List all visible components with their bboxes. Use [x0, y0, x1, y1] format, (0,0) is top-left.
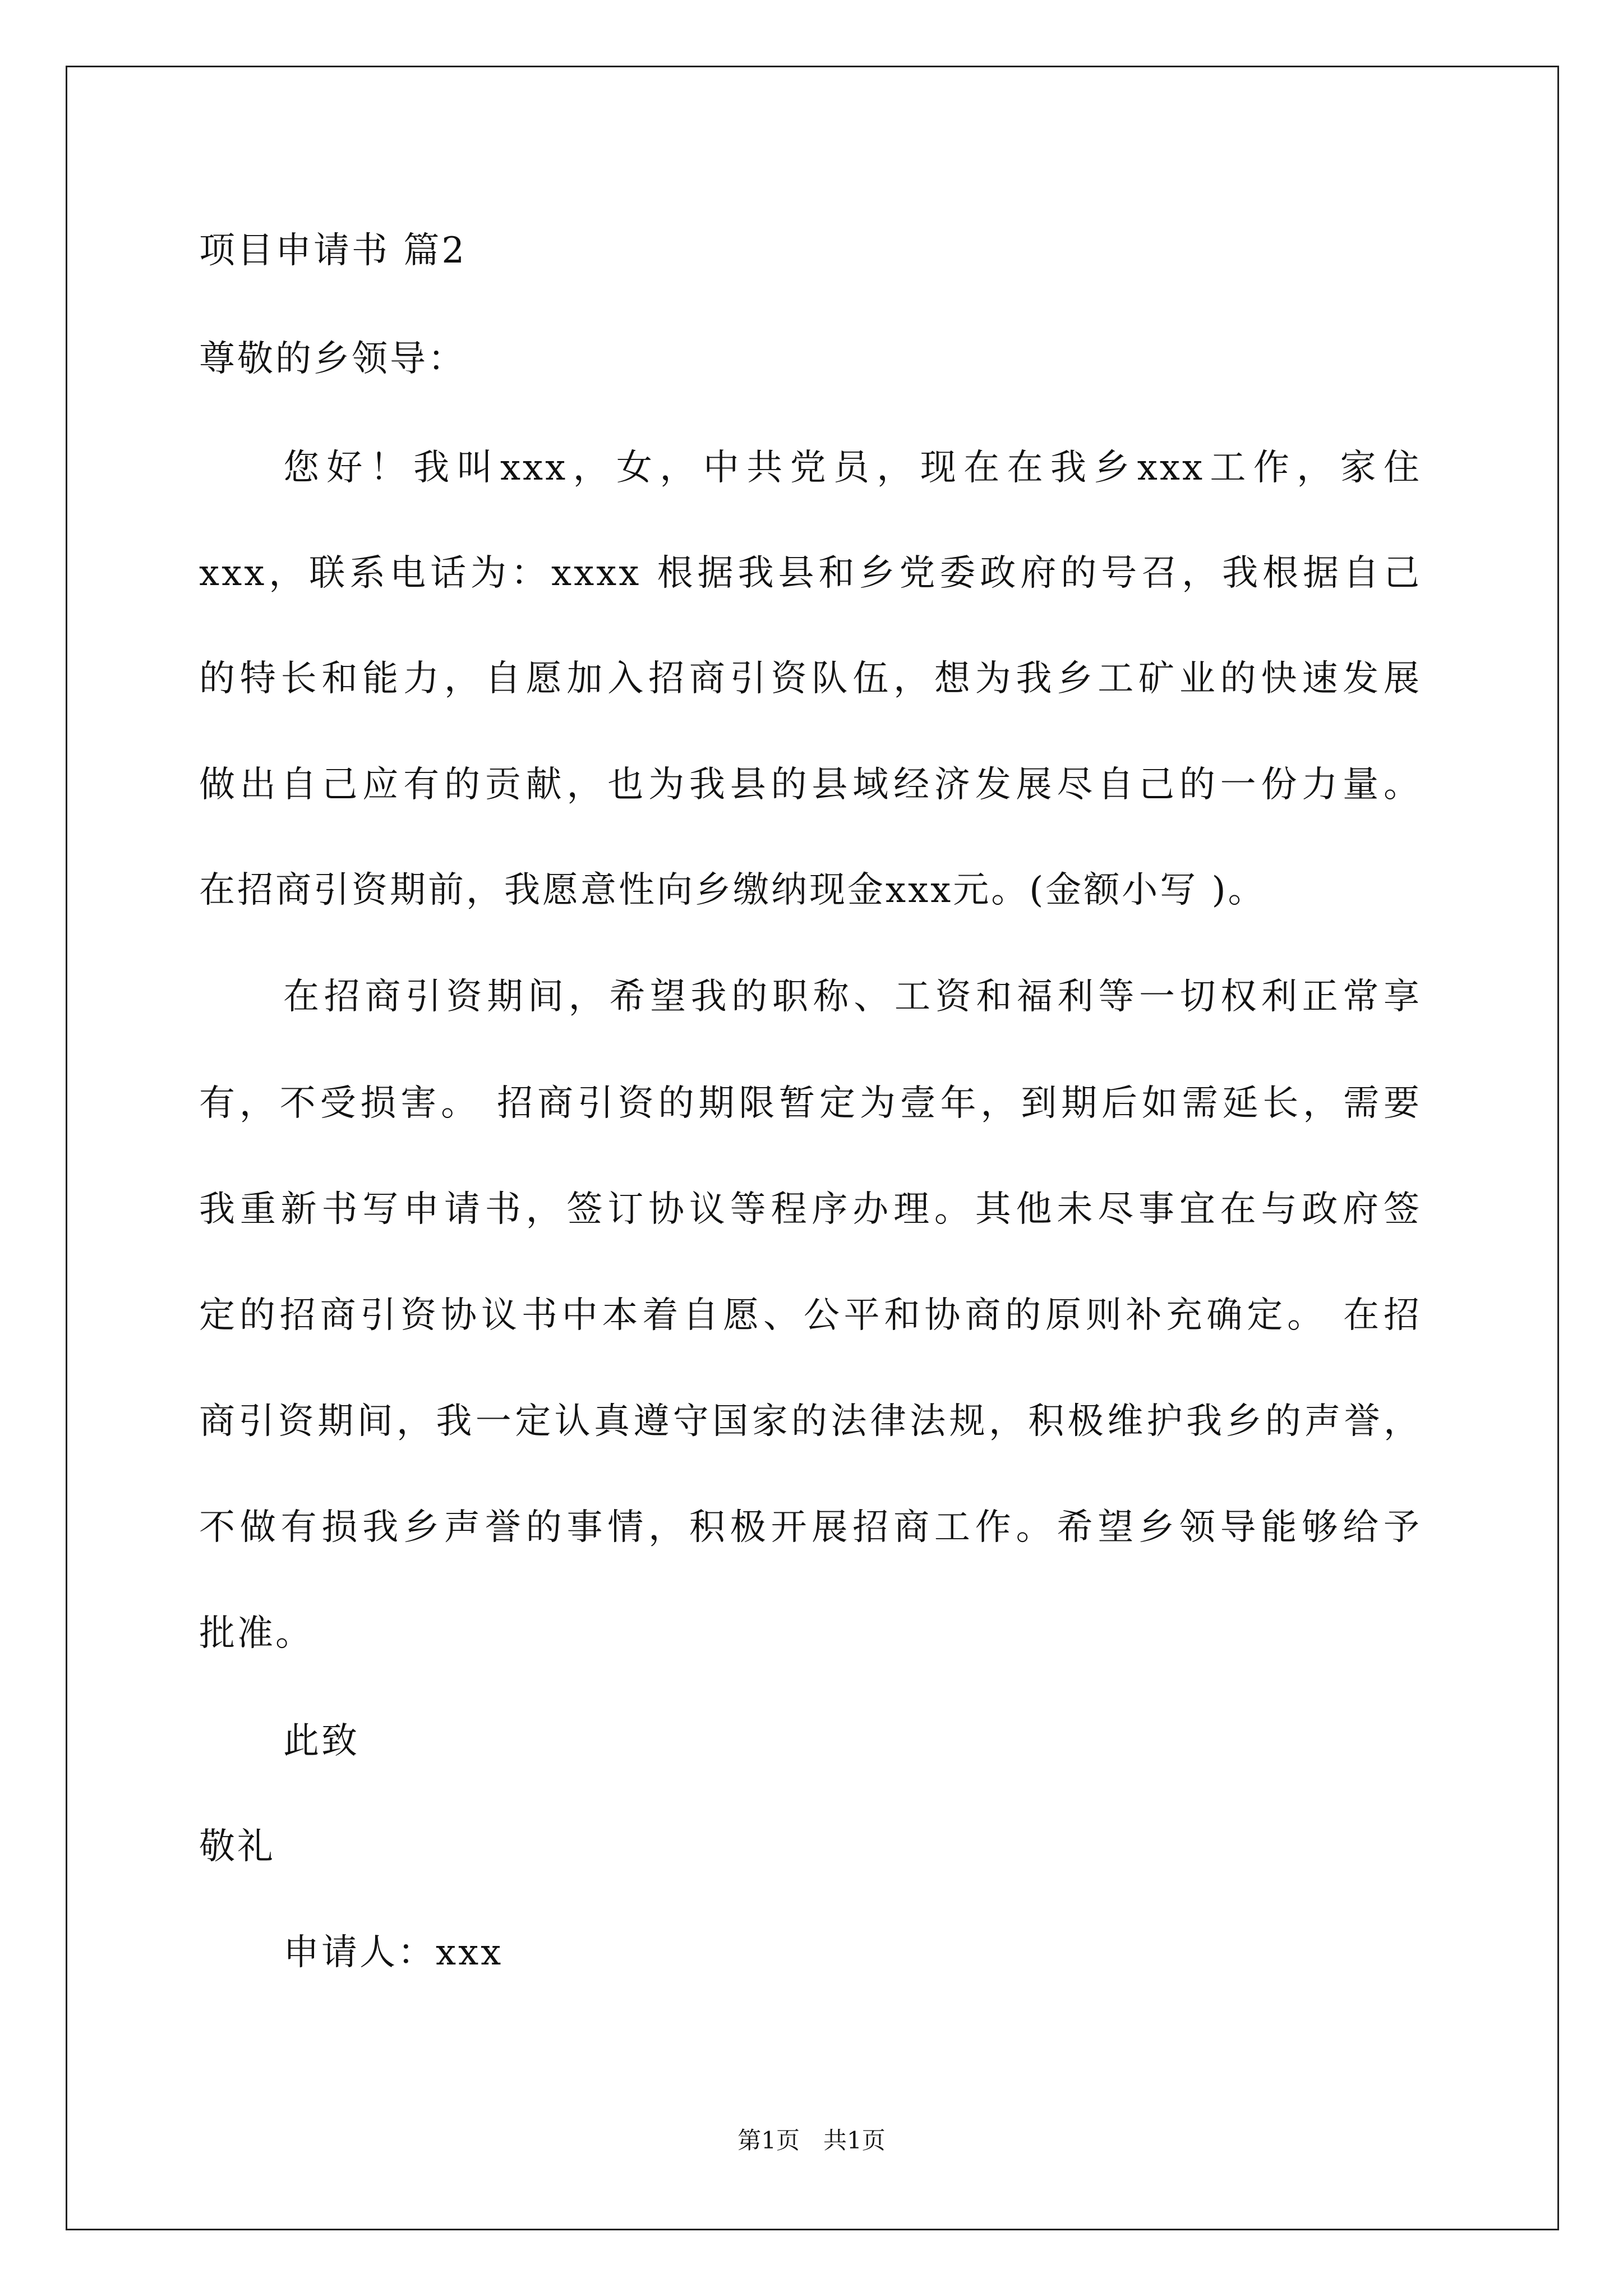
- regards: 敬礼: [199, 1826, 275, 1867]
- body-line: 批准。: [199, 1613, 313, 1654]
- body-line: 定的招商引资协议书中本着自愿、公平和协商的原则补充确定。 在招: [199, 1295, 1422, 1336]
- body-line: 在招商引资期间，希望我的职称、工资和福利等一切权利正常享: [283, 976, 1422, 1018]
- signature: 申请人：xxx: [283, 1932, 504, 1973]
- body-line: 做出自己应有的贡献，也为我县的县域经济发展尽自己的一份力量。: [199, 764, 1422, 806]
- closing: 此致: [283, 1720, 359, 1762]
- page-number: 第1页 共1页: [737, 2127, 886, 2154]
- salutation: 尊敬的乡领导：: [199, 338, 466, 380]
- body-line: 在招商引资期前，我愿意性向乡缴纳现金xxx元。(金额小写 )。: [199, 869, 1266, 911]
- body-line: 您好！我叫xxx，女，中共党员，现在在我乡xxx工作，家住: [283, 447, 1422, 489]
- body-line: 商引资期间，我一定认真遵守国家的法律法规，积极维护我乡的声誉，: [199, 1401, 1422, 1442]
- document-title: 项目申请书 篇2: [199, 230, 467, 272]
- body-line: 我重新书写申请书，签订协议等程序办理。其他未尽事宜在与政府签: [199, 1189, 1422, 1230]
- body-line: 不做有损我乡声誉的事情，积极开展招商工作。希望乡领导能够给予: [199, 1507, 1422, 1548]
- body-line: 有，不受损害。 招商引资的期限暂定为壹年，到期后如需延长，需要: [199, 1083, 1422, 1124]
- body-line: 的特长和能力，自愿加入招商引资队伍，想为我乡工矿业的快速发展: [199, 658, 1422, 700]
- page-border: [66, 66, 1559, 2230]
- body-line: xxx，联系电话为：xxxx 根据我县和乡党委政府的号召，我根据自己: [199, 553, 1422, 594]
